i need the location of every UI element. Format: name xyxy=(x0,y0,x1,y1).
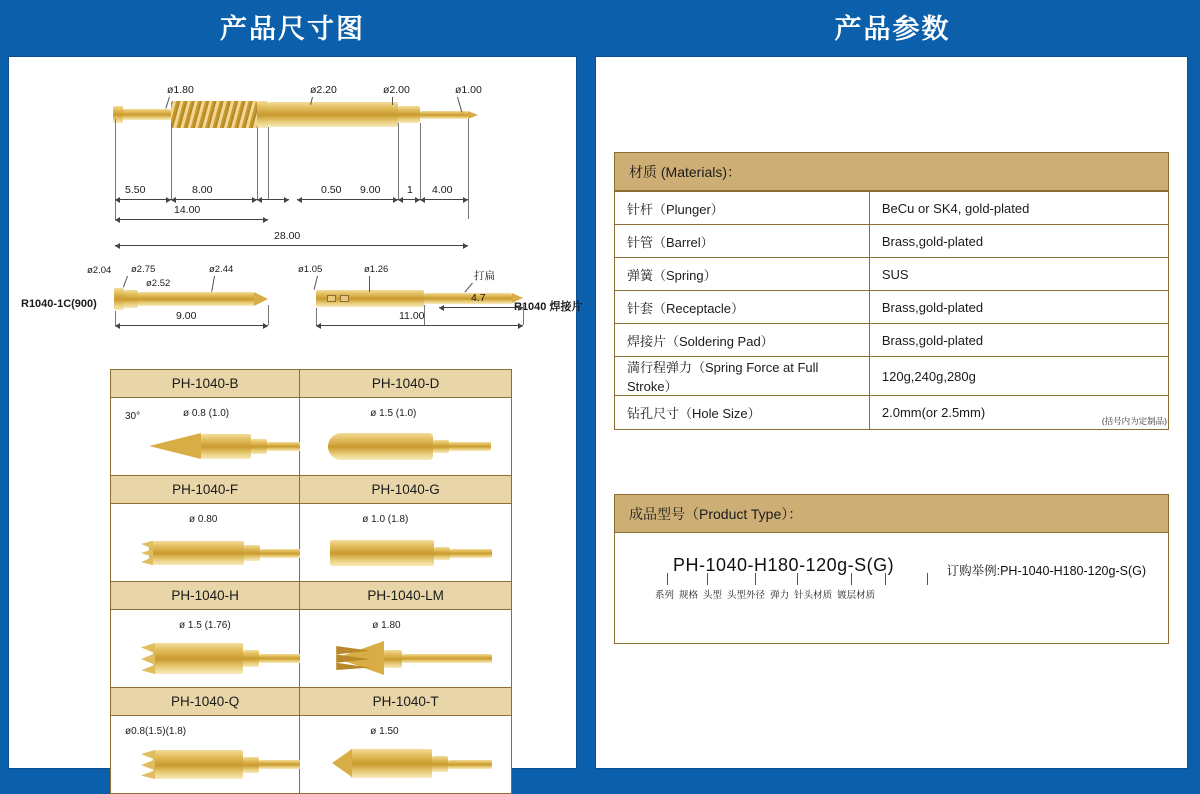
diameter-label: ø 0.80 xyxy=(189,514,218,525)
material-value: SUS xyxy=(869,258,1168,291)
legend-item: 针头材质 xyxy=(794,590,833,601)
receptacle-flange xyxy=(114,288,124,310)
product-type-code: PH-1040-H180-120g-S(G) xyxy=(673,555,895,575)
dim-label: ø2.75 xyxy=(131,264,156,275)
dim-label: ø1.00 xyxy=(455,84,482,96)
dim-line xyxy=(297,199,398,200)
solder-pad-pin xyxy=(424,293,512,304)
variant-name: PH-1040-H xyxy=(111,582,300,610)
extension-line xyxy=(268,305,269,325)
spring-collar xyxy=(257,101,268,128)
dim-label: 0.50 xyxy=(321,184,342,196)
leader-line xyxy=(314,276,318,290)
dim-label: 11.00 xyxy=(399,310,425,322)
variant-figure-q xyxy=(111,716,300,794)
angle-label: 30° xyxy=(125,411,141,422)
flatten-callout: 打扁 xyxy=(474,270,495,282)
leader-line xyxy=(392,97,393,105)
dim-label: 5.50 xyxy=(125,184,146,196)
dim-label: 28.00 xyxy=(274,230,301,242)
dim-label: ø2.20 xyxy=(310,84,337,96)
table-row xyxy=(615,225,1168,258)
dim-label: ø1.26 xyxy=(364,264,389,275)
diameter-label: ø 0.8 (1.0) xyxy=(183,408,230,419)
legend-item: 头型 xyxy=(703,590,723,601)
receptacle-body xyxy=(138,292,254,306)
receptacle-shoulder xyxy=(124,290,138,308)
diameter-label: ø 1.80 xyxy=(372,620,401,631)
tail-tip-icon xyxy=(468,111,478,119)
variant-body xyxy=(153,750,243,779)
material-value: 120g,240g,280g xyxy=(869,357,1168,396)
extension-line xyxy=(171,123,172,199)
variant-body xyxy=(328,433,433,460)
dim-label: 8.00 xyxy=(192,184,213,196)
receptacle-code: R1040-1C(900) xyxy=(21,298,97,310)
legend-item: 系列 xyxy=(655,590,675,601)
material-key: 针管（Barrel） xyxy=(615,225,869,258)
table-row xyxy=(111,398,512,476)
variant-body xyxy=(201,434,251,459)
dim-label: 1 xyxy=(407,184,413,196)
chisel-tip-icon xyxy=(332,749,352,777)
variant-figure-h xyxy=(111,610,300,688)
variant-body xyxy=(350,749,432,778)
product-type-header: 成品型号（Product Type）： xyxy=(615,495,1168,533)
leader-line xyxy=(369,276,370,292)
variant-collar xyxy=(384,650,402,668)
crown-tip-icon xyxy=(141,643,155,674)
solder-pad-code: R1040 焊接片 xyxy=(514,301,583,313)
table-row xyxy=(111,610,512,688)
diameter-label: ø 1.50 xyxy=(370,726,399,737)
variant-tail xyxy=(402,654,492,663)
variant-collar xyxy=(432,756,448,772)
variant-tail xyxy=(259,654,303,663)
variant-body xyxy=(153,643,243,674)
dim-label: ø1.05 xyxy=(298,264,323,275)
diameter-label: ø 1.5 (1.76) xyxy=(179,620,231,631)
variant-name: PH-1040-Q xyxy=(111,688,300,716)
custom-note: (括号内为定制品) xyxy=(1101,416,1167,426)
dim-label: ø1.80 xyxy=(167,84,194,96)
variant-name: PH-1040-LM xyxy=(300,582,512,610)
legend-item: 弹力 xyxy=(770,590,790,601)
material-key: 満行程弹力（Spring Force at Full Stroke） xyxy=(615,357,869,396)
material-key: 针套（Receptacle） xyxy=(615,291,869,324)
table-row xyxy=(111,582,512,610)
variant-figure-b xyxy=(111,398,300,476)
table-row xyxy=(615,357,1168,396)
dim-label: 14.00 xyxy=(174,204,201,216)
table-row xyxy=(615,324,1168,357)
variant-tail xyxy=(259,760,303,769)
material-value: BeCu or SK4, gold-plated xyxy=(869,192,1168,225)
material-value: 2.0mm(or 2.5mm) xyxy=(869,396,1168,429)
variant-body xyxy=(149,541,244,565)
diameter-label: ø0.8(1.5)(1.8) xyxy=(125,726,187,737)
material-key: 钻孔尺寸（Hole Size） xyxy=(615,396,869,429)
legend-item: 规格 xyxy=(679,590,699,601)
material-key: 焊接片（Soldering Pad） xyxy=(615,324,869,357)
legend-item: 镀层材质 xyxy=(837,590,876,601)
extension-line xyxy=(468,119,469,219)
variant-figure-lm xyxy=(300,610,512,688)
dim-label: 4.00 xyxy=(432,184,453,196)
material-value: Brass,gold-plated xyxy=(869,324,1168,357)
table-row xyxy=(111,370,512,398)
material-key: 弹簧（Spring） xyxy=(615,258,869,291)
crown-tip-icon xyxy=(141,541,153,565)
table-row xyxy=(111,476,512,504)
variant-body xyxy=(330,540,434,566)
left-column xyxy=(0,0,585,779)
material-value: Brass,gold-plated xyxy=(869,291,1168,324)
hole-square-2 xyxy=(340,295,349,302)
receptacle-tip-icon xyxy=(254,292,268,306)
table-row xyxy=(111,504,512,582)
table-row xyxy=(615,192,1168,225)
dim-label: 9.00 xyxy=(176,310,197,322)
legend-item: 头型外径 xyxy=(727,590,766,601)
dim-line xyxy=(115,219,268,220)
variant-name: PH-1040-B xyxy=(111,370,300,398)
legend-leader-lines xyxy=(655,573,975,587)
variant-collar xyxy=(244,545,260,561)
extension-line xyxy=(523,305,524,325)
leader-line xyxy=(123,276,128,288)
right-column xyxy=(585,0,1200,779)
dim-line xyxy=(257,199,289,200)
variant-collar xyxy=(433,440,449,453)
dimension-panel xyxy=(8,56,583,769)
variant-name: PH-1040-G xyxy=(300,476,512,504)
hole-square-1 xyxy=(327,295,336,302)
spring xyxy=(171,101,257,128)
dim-label: 9.00 xyxy=(360,184,381,196)
dim-line xyxy=(439,307,523,308)
table-row xyxy=(111,716,512,794)
table-row xyxy=(615,291,1168,324)
variant-name: PH-1040-F xyxy=(111,476,300,504)
material-key: 针杆（Plunger） xyxy=(615,192,869,225)
variant-figure-d xyxy=(300,398,512,476)
barrel xyxy=(268,102,398,127)
materials-header: 材质 (Materials)： xyxy=(615,153,1168,191)
main-pin-drawing xyxy=(9,57,583,322)
variant-figure-g xyxy=(300,504,512,582)
variant-collar xyxy=(243,757,259,773)
dim-line xyxy=(115,245,468,246)
parameter-panel xyxy=(595,56,1188,769)
dim-label: ø2.00 xyxy=(383,84,410,96)
diameter-label: ø 1.0 (1.8) xyxy=(362,514,409,525)
materials-box xyxy=(614,152,1169,430)
variant-tail xyxy=(448,760,492,769)
extension-line xyxy=(115,119,116,219)
dim-line xyxy=(420,199,468,200)
barrel-step xyxy=(398,106,420,123)
dim-label: ø2.44 xyxy=(209,264,234,275)
plunger-shaft xyxy=(119,109,171,120)
left-title: 产品尺寸图 xyxy=(220,14,365,44)
extension-line xyxy=(257,127,258,199)
dim-line xyxy=(115,199,171,200)
material-value: Brass,gold-plated xyxy=(869,225,1168,258)
variant-tail xyxy=(449,442,491,451)
dim-label: 4.7 xyxy=(471,292,486,304)
table-row xyxy=(615,396,1168,429)
variant-tail xyxy=(450,549,492,558)
dim-line xyxy=(171,199,257,200)
diameter-label: ø 1.5 (1.0) xyxy=(370,408,417,419)
dim-line xyxy=(115,325,268,326)
variant-name: PH-1040-T xyxy=(300,688,512,716)
dim-line xyxy=(316,325,523,326)
cone-tip-icon xyxy=(149,433,201,459)
dim-label: ø2.52 xyxy=(146,278,171,289)
materials-table xyxy=(615,191,1168,429)
variant-figure-t xyxy=(300,716,512,794)
variant-figure-f xyxy=(111,504,300,582)
right-title: 产品参数 xyxy=(834,14,951,44)
dim-label: ø2.04 xyxy=(87,265,112,276)
solder-pad-tip-icon xyxy=(512,293,523,303)
variant-collar xyxy=(251,439,267,454)
variant-name: PH-1040-D xyxy=(300,370,512,398)
product-type-legend xyxy=(655,587,955,601)
variant-table xyxy=(110,369,512,794)
leader-line xyxy=(165,97,170,109)
extension-line xyxy=(420,123,421,199)
table-row xyxy=(111,688,512,716)
dim-line xyxy=(398,199,420,200)
product-type-box xyxy=(614,494,1169,644)
crown-tip-icon xyxy=(141,750,155,779)
order-example: 订购举例:PH-1040-H180-120g-S(G) xyxy=(946,564,1146,578)
variant-collar xyxy=(434,547,450,560)
table-row xyxy=(615,258,1168,291)
extension-line xyxy=(398,123,399,199)
extension-line xyxy=(268,127,269,199)
variant-collar xyxy=(243,650,259,667)
variant-tail xyxy=(260,549,302,558)
leader-line xyxy=(211,276,215,292)
